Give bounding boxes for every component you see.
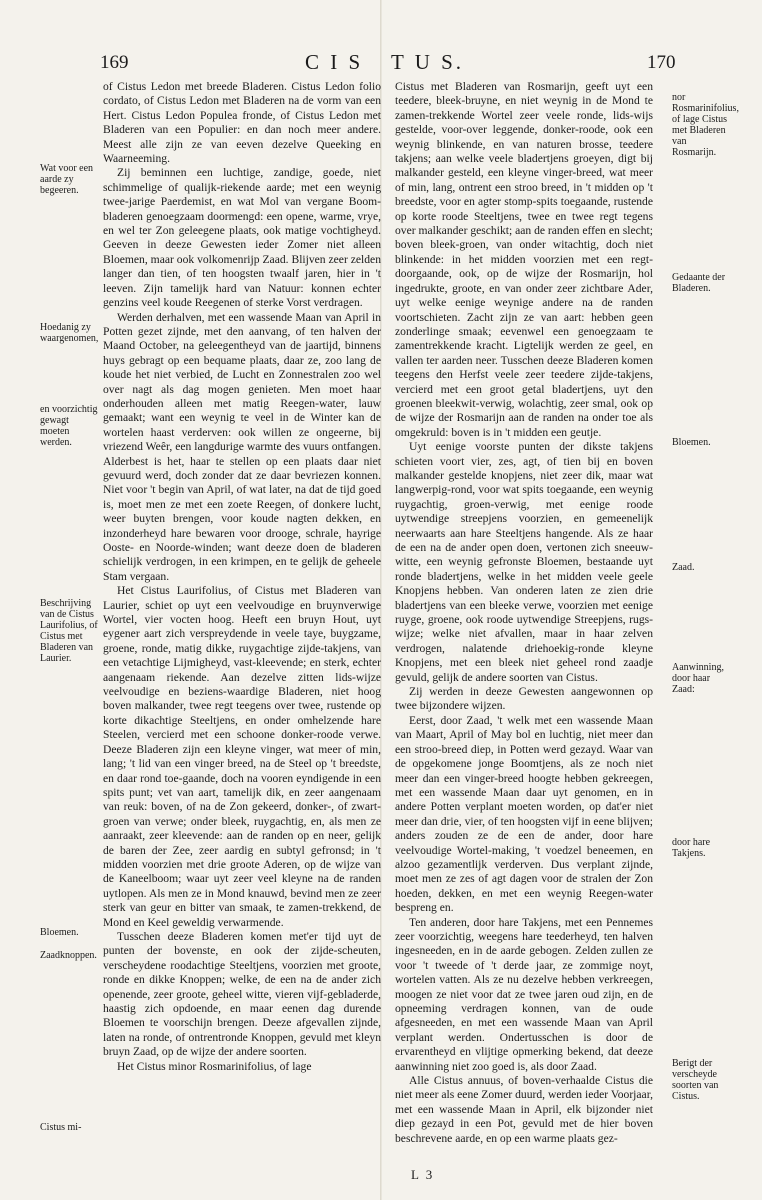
margin-note: Wat voor een aarde zy begeeren.	[40, 163, 94, 196]
paragraph: Cistus met Bladeren van Rosmarijn, geeft uyt een teedere, bleek-bruyne, en niet weynig in de Mond te zamen-trekkende Wortel zeer veele ronde, lids-wijs gestelde, voor-over leggende, donker-roode, ook een weynig blinkende, en van naturen brosse, teedere takjens; aan welke veele bladertjens groeyen, digt bij malkander gesteld, een kleyne vinger-breed, wat meer of min, lang, ontrent een stroo breed, in 't midden op 't breedste, voor en agter stomp-spits toegaande, rustende op korte roode Steeltjens, twee en twee regt tegens over malkander geschikt; aan de randen effen en slecht; boven bleek-groen, van onder witachtig, doch niet blinkende: in het midden voorzien met een regt-doorgaande, ook, op de wijze der Rosmarijn, hol ingedrukte, groote, en van onder zeer zichtbare Ader, uyt welke eenige weynige andere na de randen voortschieten. Zacht zijn ze van aart: hebben geen zonderlinge smaak; eevenwel een genoegzaam te zamentrekkende kracht. Ligtelijk werden ze geel, en vallen ter aarden neer. Tusschen deeze Bladeren komen teegens den Herfst veele zeer teedere zijde-takjens, vercierd met een groot getal bladertjens, uyt den groenen bleekwit-verwig, wolachtig, zeer smal, ook op de wijze der Rosmarijn aan de randen na onder toe als omgekruld: boven is in 't midden een geutje.	[395, 80, 653, 439]
margin-note: Cistus mi-	[40, 1122, 82, 1133]
margin-note: en voorzichtig gewagt moeten werden.	[40, 404, 98, 448]
paragraph: Uyt eenige voorste punten der dikste takjens schieten voort vier, zes, agt, of tien bij en boven malkander gestelde knopjens, niet zeer dik, maar wat langwerpig-rond, voor wat spits toegaande, een weynig ruygachtig, groen-verwig, met eenige roode uytwendige streepjens voorzien, en gemeenelijk neerwaarts aan hare Steeltjens hangende. Als ze haar de een na de ander open doen, vertonen zich sneeuw-witte, een weynig gefronste Bloemen, bestaande uyt ronde bladertjens, welke in het midden veele geele Knopjens hebben. Van onderen laten ze zien drie bladertjens van een bleeke verwe, voorzien met eenige ruyge, groene, ook roode uytwendige Streepjens, rugs-wijze; welke niet afvallen, maar in haar zelven verdrogen, nalatende driehoekig-ronde kleyne Knopjens, met een bleek niet geheel rond zaadje gevuld, gelijk de andere soorten van Cistus.	[395, 440, 653, 684]
paragraph: Ten anderen, door hare Takjens, met een Pennemes zeer voorzichtig, weegens hare teederheyd, ten halven ingesneeden, en in de aarde gebogen. Zelden zullen ze voor 't tweede of 't derde jaar, ze zommige noyt, wortelen vatten. Als ze nu dezelve hebben verkreegen, moogen ze niet voor dat ze twee jaren oud zijn, en de opneeming verdragen konnen, van de oude afgesneeden, en met een wassende Maan van April verplant werden. Ondertusschen is door de ervarentheyd en vlijtige opmerking bekend, dat deeze aanwinning niet zoo goed is, als door Zaad.	[395, 915, 653, 1073]
paragraph: Zij beminnen een luchtige, zandige, goede, niet schimmelige of qualijk-riekende aarde; met een weynig twee-jarige Paerdemist, en wat Mol van vergane Boom-bladeren genoegzaam doormengd: een opene, warme, vrye, en wel ter Zon geleegene plaats, ook matige vochtigheyd. Geeven in deeze Gewesten ieder Zomer niet alleen Bloemen, maar ook volkomenrijp Zaad. Blijven zeer zelden langer dan tien, of ten hoogsten twaalf jaren, hier in 't leeven. Zijn tamelijk hard van Natuur: konnen echter genzins veel koude Reegenen of sterke Vorst verdragen.	[103, 166, 381, 310]
paragraph: of Cistus Ledon met breede Bladeren. Cistus Ledon folio cordato, of Cistus Ledon met Bladeren na de vorm van een Hert. Cistus Ledon Populea fronde, of Cistus Ledon met Bladeren van een Populier: en dan noch meer andere. Meest alle zijn ze van eeven dezelve Queeking en Waarneeming.	[103, 80, 381, 166]
right-page	[381, 0, 762, 1200]
left-body-text	[103, 80, 381, 1074]
margin-note: Zaadknoppen.	[40, 950, 97, 961]
margin-note: Bloemen.	[672, 437, 711, 448]
right-running-title: T U S.	[391, 50, 465, 74]
paragraph: Werden derhalven, met een wassende Maan van April in Potten gezet zijnde, met den aanvang, of ten halven der Maand October, na geleegentheyd van de jaartijd, binnens huys gebragt op een bequame plaats, daar ze, zoo lang de koude het niet verbied, de Lucht en Zonnestralen zoo wel over nagt als dag mogen genieten. Men moet haar onderhouden alleen met matig Reegen-water, lauw gemaakt; want een weynig te veel in de Winter kan de wortelen haast verderven: ook willen ze ongeerne, bij vriezend Weêr, een langdurige warmte des vuurs ontfangen. Alderbest is het, haar te stellen op een plaats daar niet gevuurd werd, doch zonder dat ze daar bevriezen konnen. Niet voor 't begin van April, of wat later, na dat de tijd goed is, moet men ze met een zoete Reegen, of donkere lucht, weer buyten brengen, voor koude nagten dekken, en inzonderheyd hare bewaren voor drooge, schrale, hayrige Ooste- en Noorde-winden; want deeze doen de bladeren schielijk verdrogen, in een krimpen, en te gelijk de geheele Stam vergaan.	[103, 310, 381, 583]
paragraph: Eerst, door Zaad, 't welk met een wassende Maan van Maart, April of May bol en luchtig, niet meer dan een stroo-breed diep, in Potten werd gezayd. Waar van de opgekomene jonge Boomtjens, als ze noch niet meer dan een vinger-breed hoogte hebben gekreegen, met een wassende Maan daar uyt genomen, en in andere Potten verplant moeten worden, op dat'er niet meer dan drie, vier, of ten hoogsten vijf in eene blijven; anders zouden ze de een de ander, door hare veelvoudige Wortel-making, 't voedzel beneemen, en alzoo gezamentlijk verderven. Dus verplant zijnde, moet men ze zes of agt dagen voor de stralen der Zon hoeden, dekken, en met een weynig Reegen-water bespreng en.	[395, 713, 653, 915]
margin-note: Hoedanig zy waargenomen,	[40, 322, 99, 344]
paragraph: Het Cistus minor Rosmarinifolius, of lage	[117, 1059, 312, 1073]
margin-note: Zaad.	[672, 562, 695, 573]
margin-note: nor Rosmarinifolius, of lage Cistus met Bladeren van Rosmarijn.	[672, 92, 739, 158]
margin-note: Bloemen.	[40, 927, 79, 938]
right-body-text	[395, 80, 653, 1146]
paragraph: Het Cistus Laurifolius, of Cistus met Bladeren van Laurier, schiet op uyt een veelvoudige en bruynverwige Wortel, vier vocten hoog. Heeft een bruyn Hout, uyt eygener aart zich verspreydende in veele taye, buygzame, groene, ronde, matig dikke, ruygachtige zijde-takjens, van een vetachtige Lijmigheyd, vast-kleevende; en sterk, echter aangenaam riekende. Aan dezelve zitten lids-wijze veelvoudige en beziens-waardige Bladeren, niet hoog boven malkander, twee regt teegens over twee, rustende op korte dikachtige Steeltjens, en onder omhelzende hare Steelen, vercierd met een schoone donker-roode verwe. Deeze Bladeren zijn een kleyne vinger, wat meer of min, lang; 't lid van een vinger breed, na de Steel op 't breedste, en daar rond toe-gaande, doch na vooren eyndigende in een spits punt; vet van aart, tamelijk dik, en zeer aangenaam van reuk: boven, of na de Zon gekeerd, donker-, of zwart-groen van verwe; onder bleek, ruygachtig, en, als men ze aanraakt, zeer kleevende: aan de randen op en neer, gelijk de baren der Zee, zeer aardig en subtyl gefronsd; in 't midden voorzien met drie groote Aderen, op de wijze van de Kaneelboom; waar uyt zeer veel kleyne na de randen uytlopen. Als men ze in Mond knauwd, bevind men ze zeer sterk van geur en bitter van smaak, te zamen-trekkend, de Mond en Keel geweldig verwarmende.	[103, 584, 381, 929]
paragraph: Alle Cistus annuus, of boven-verhaalde Cistus die niet meer als eene Zomer duurd, werden ieder Voorjaar, met een wassende Maan in April, elk bijzonder niet diep gezayd in een Pot, gevuld met de hier boven beschrevene aarde, en op een warme plaats gez-	[395, 1074, 653, 1145]
margin-note: Gedaante der Bladeren.	[672, 272, 726, 294]
paragraph: Tusschen deeze Bladeren komen met'er tijd uyt de punten der bovenste, en ook der zijde-scheuten, verscheydene roodachtige Steeltjens, voorzien met groote, ronde en dikke Knoppen; welke, de een na de ander zich openende, zeer groote, geheel witte, vieren vijf-gebladerde, haastig zich opdoende, en maar eenen dag durende Bloemen te voorschijn brengen. Deeze afgevallen zijnde, laten na ronde, of ontrentronde Knoppen, gevuld met kleyn bruyn Zaad, op de wijze der andere soorten.	[103, 929, 381, 1059]
margin-note: door hare Takjens.	[672, 837, 711, 859]
margin-note: Aanwinning, door haar Zaad:	[672, 662, 724, 695]
left-running-title: C I S	[305, 50, 364, 74]
right-page-number: 170	[647, 52, 676, 73]
signature-mark: L 3	[411, 1167, 435, 1182]
margin-note: Beschrijving van de Cistus Laurifolius, of Cistus met Bladeren van Laurier.	[40, 598, 98, 664]
margin-note: Berigt der verscheyde soorten van Cistus.	[672, 1058, 719, 1102]
left-page-number: 169	[100, 52, 129, 73]
paragraph: Zij werden in deeze Gewesten aangewonnen op twee bijzondere wijzen.	[395, 685, 653, 713]
